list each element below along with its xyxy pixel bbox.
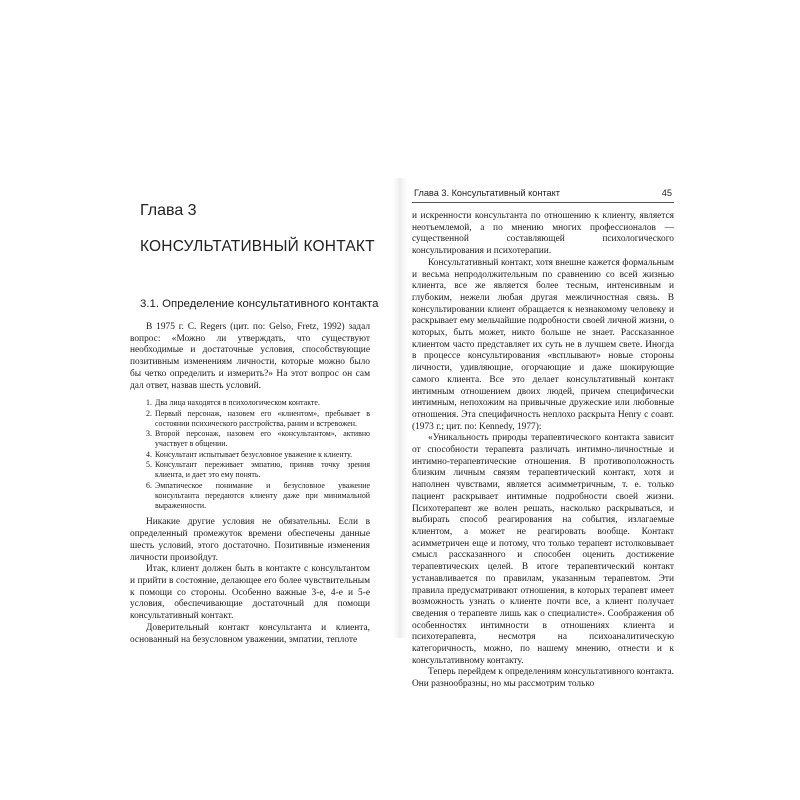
condition-item: 6. Эмпатическое понимание и безусловное уважение консультанта передаются клиенту даже при минимальной выраженности. [146, 480, 370, 511]
body-paragraph: Итак, клиент должен быть в контакте с консультантом и прийти в состояние, делающее его более чувствительным к помощи со стороны. Особенно важные 3-е, 4-е и 5-е условия, обеспечивающие достаточный для помощи консультативный контакт. [130, 564, 370, 622]
condition-item: 1. Два лица находятся в психологическом контакте. [146, 398, 320, 408]
condition-item: 2. Первый персонаж, назовем его «клиентом», пребывает в состоянии психического расстройства, раним и встревожен. [146, 408, 370, 428]
running-head-title: Глава 3. Консультативный контакт [414, 188, 560, 198]
condition-item: 5. Консультант переживает эмпатию, приняв точку зрения клиента, и дает это ему понять. [146, 460, 370, 480]
chapter-label: Глава 3 [140, 202, 197, 219]
condition-item: 3. Второй персонаж, назовем его «консультантом», активно участвует в общении. [146, 429, 370, 449]
section-title: 3.1. Определение консультативного контакта [140, 298, 379, 310]
left-page [130, 200, 379, 645]
condition-item: 4. Консультант испытывает безусловное уважение к клиенту. [146, 449, 353, 459]
book-gutter-shadow [393, 178, 407, 638]
right-page [412, 186, 674, 690]
body-paragraph: Доверительный контакт консультанта и клиента, основанный на безусловном уважении, эмпатии, теплоте [130, 622, 370, 645]
body-paragraph: и искренности консультанта по отношению к клиенту, является неотъемлемой, а по мнению многих профессионалов — существенной составляющей психологического консультирования и психотерапии. [412, 211, 674, 257]
body-paragraph: Никакие другие условия не обязательны. Если в определенный промежуток времени обеспечены данные шесть условий, этого достаточно. Позитивные изменения личности произойдут. [130, 517, 370, 563]
left-page-body [130, 322, 370, 646]
page-number: 45 [661, 188, 672, 198]
running-head [412, 186, 674, 203]
body-paragraph: Теперь перейдем к определениям консультативного контакта. Они разнообразны, но мы рассмотрим только [412, 667, 674, 690]
right-page-body [412, 211, 674, 691]
intro-paragraph: В 1975 г. C. Regers (цит. по: Gelso, Fretz, 1992) задал вопрос: «Можно ли утверждать, что существуют необходимые и достаточные условия, способствующие позитивным изменениям личности, которые можно было бы четко определить и измерить?» На этот вопрос он сам дал ответ, назвав шесть условий. [130, 322, 370, 391]
chapter-title: КОНСУЛЬТАТИВНЫЙ КОНТАКТ [140, 238, 375, 255]
body-paragraph: Консультативный контакт, хотя внешне кажется формальным и весьма непродолжительным по сравнению со всей жизнью клиента, все же является более тесным, интенсивным и глубоким, нежели любая другая межличностная связь. В консультировании клиент обращается к незнакомому человеку и раскрывает ему мельчайшие подробности своей личной жизни, о которых, быть может, никто больше не знает. Рассказанное клиентом часто представляет их суть не в лучшем свете. Иногда в процессе консультирования «всплывают» новые стороны личности, удивляющие, огорчающие и даже шокирующие самого клиента. Все это делает консультативный контакт интимным отношением двоих людей, причем специфически интимным, непохожим на привычные дружеские или любовные отношения. Эта специфичность неплохо раскрыта Henry с соавт. (1973 г.; цит. по: Kennedy, 1977): [412, 257, 674, 432]
quote-paragraph: «Уникальность природы терапевтического контакта зависит от способности терапевта различать интимно-личностные и интимно-терапевтические отношения. В противоположность близким личным связям терапевтический контакт, хотя и наполнен чувствами, является асимметричным, т. е. только пациент раскрывает интимные подробности своей жизни. Психотерапевт же волен решать, насколько раскрываться, и выбирать способ реагирования на события, излагаемые клиентом, а может не реагировать вообще. Контакт асимметричен еще и потому, что только терапевт истолковывает смысл рассказанного и способен оценить достижение терапевтических целей. В итоге терапевтический контакт устанавливается по правилам, указанным терапевтом. Эти правила предусматривают отношения, в которых терапевт имеет возможность узнать о клиенте почти все, а клиент получает сведения о терапевте лишь как о специалисте». Соображения об особенностях интимности в отношениях клиента и психотерапевта, несмотря на психоаналитическую категоричность, можно, по нашему мнению, отнести и к консультативному контакту. [412, 433, 674, 666]
conditions-list [130, 398, 370, 511]
